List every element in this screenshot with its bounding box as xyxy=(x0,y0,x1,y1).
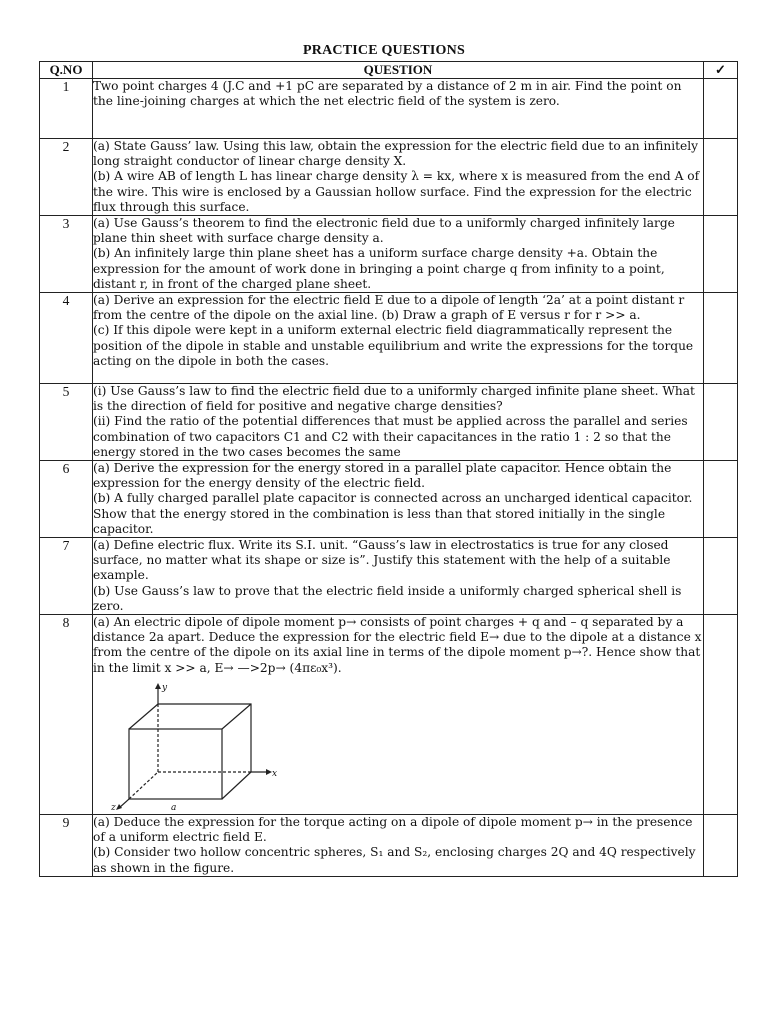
z-axis-label: z xyxy=(111,802,116,813)
x-axis-label: x xyxy=(272,768,278,779)
header-qno: Q.NO xyxy=(40,62,93,79)
table-row xyxy=(40,139,738,216)
question-number: 2 xyxy=(40,139,93,216)
check-cell xyxy=(704,538,738,615)
question-text xyxy=(93,615,704,815)
question-text xyxy=(93,815,704,877)
question-number: 1 xyxy=(40,79,93,139)
check-cell xyxy=(704,384,738,461)
question-number: 9 xyxy=(40,815,93,877)
question-paragraph: (a) An electric dipole of dipole moment p→ consists of point charges + q and – q separated by a distance 2a apart. Deduce the expression for the electric field E→ due to the dipole at a distance x from the centre of the dipole on its axial line in terms of the dipole moment p→?. Hence show that in the limit x >> a, E→ —>2p→ (4πε₀x³). xyxy=(93,615,706,675)
header-check: ✓ xyxy=(704,62,738,79)
table-row xyxy=(40,216,738,293)
question-text xyxy=(93,139,704,216)
question-number: 4 xyxy=(40,293,93,384)
check-cell xyxy=(704,615,738,815)
check-cell xyxy=(704,216,738,293)
question-number: 5 xyxy=(40,384,93,461)
table-row xyxy=(40,615,738,815)
question-text xyxy=(93,293,704,384)
table-row xyxy=(40,384,738,461)
check-cell xyxy=(704,79,738,139)
question-paragraph: (a) Define electric flux. Write its S.I. unit. “Gauss’s law in electrostatics is true for any closed surface, no matter what its shape or size is”. Justify this statement with the help of a suitable example. xyxy=(93,538,675,583)
question-paragraph: (b) Consider two hollow concentric spheres, S₁ and S₂, enclosing charges 2Q and 4Q respectively as shown in the figure. xyxy=(93,845,700,875)
cube-figure xyxy=(101,682,291,812)
question-paragraph: (a) Derive the expression for the energy stored in a parallel plate capacitor. Hence obtain the expression for the energy density of the electric field. xyxy=(93,461,676,491)
question-paragraph: (b) An infinitely large thin plane sheet has a uniform surface charge density +a. Obtain the expression for the amount of work done in bringing a point charge q from infinity to a point, distant r, in front of the charged plane sheet. xyxy=(93,246,669,291)
header-question: QUESTION xyxy=(93,62,704,79)
question-paragraph: (b) Use Gauss’s law to prove that the electric field inside a uniformly charged spherical shell is zero. xyxy=(93,583,686,613)
check-cell xyxy=(704,461,738,538)
question-number: 3 xyxy=(40,216,93,293)
question-paragraph: (ii) Find the ratio of the potential differences that must be applied across the parallel and series combination of two capacitors C1 and C2 with their capacitances in the ratio 1 : 2 so that the energy stored in the two cases becomes the same xyxy=(93,414,692,459)
question-text xyxy=(93,79,704,139)
question-text xyxy=(93,216,704,293)
table-row xyxy=(40,461,738,538)
question-paragraph: (i) Use Gauss’s law to find the electric field due to a uniformly charged infinite plane sheet. What is the direction of field for positive and negative charge densities? xyxy=(93,384,699,414)
y-axis-label: y xyxy=(162,682,168,693)
question-paragraph: (b) A fully charged parallel plate capacitor is connected across an uncharged identical capacitor. Show that the energy stored in the combination is less than that stored initially in the single capacitor. xyxy=(93,491,697,536)
question-paragraph: (a) Derive an expression for the electric field E due to a dipole of length ‘2a’ at a point distant r from the centre of the dipole on the axial line. (b) Draw a graph of E versus r for r >> a. xyxy=(93,293,689,323)
question-paragraph: Two point charges 4 (J.C and +1 pC are separated by a distance of 2 m in air. Find the point on the line-joining charges at which the net electric field of the system is zero. xyxy=(93,79,686,109)
table-header-row xyxy=(40,62,738,79)
table-row xyxy=(40,815,738,877)
check-cell xyxy=(704,139,738,216)
question-text xyxy=(93,384,704,461)
question-paragraph: (a) Use Gauss’s theorem to find the electronic field due to a uniformly charged infinitely large plane thin sheet with surface charge density a. xyxy=(93,216,679,246)
question-paragraph: (b) A wire AB of length L has linear charge density λ = kx, where x is measured from the end A of the wire. This wire is enclosed by a Gaussian hollow surface. Find the expression for the electric flux through this surface. xyxy=(93,169,704,214)
question-text xyxy=(93,538,704,615)
question-number: 6 xyxy=(40,461,93,538)
check-cell xyxy=(704,293,738,384)
table-row xyxy=(40,79,738,139)
question-number: 7 xyxy=(40,538,93,615)
edge-label-a: a xyxy=(171,802,177,813)
question-paragraph: (a) Deduce the expression for the torque acting on a dipole of dipole moment p→ in the presence of a uniform electric field E. xyxy=(93,815,697,845)
questions-table xyxy=(39,61,738,877)
question-number: 8 xyxy=(40,615,93,815)
question-paragraph: (a) State Gauss’ law. Using this law, obtain the expression for the electric field due to an infinitely long straight conductor of linear charge density X. xyxy=(93,139,702,169)
question-text xyxy=(93,461,704,538)
table-row xyxy=(40,293,738,384)
table-row xyxy=(40,538,738,615)
question-paragraph: (c) If this dipole were kept in a uniform external electric field diagrammatically represent the position of the dipole in stable and unstable equilibrium and write the expressions for the torque acting on the dipole in both the cases. xyxy=(93,323,698,368)
page-title: PRACTICE QUESTIONS xyxy=(303,43,465,58)
check-cell xyxy=(704,815,738,877)
